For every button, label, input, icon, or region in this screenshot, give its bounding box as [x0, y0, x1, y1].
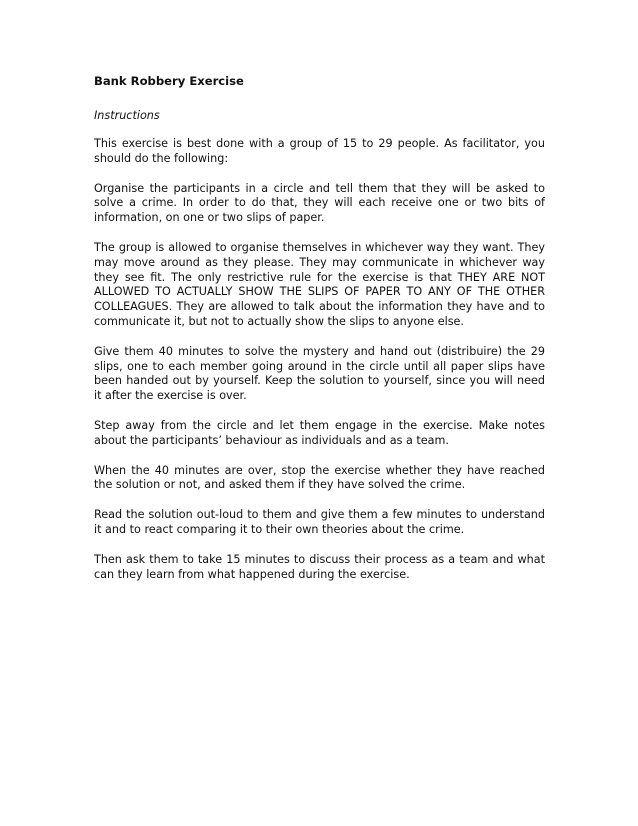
paragraph-read-solution: Read the solution out-loud to them and give them a few minutes to understand it and to react comparing it to their own theories about the crime. [94, 508, 545, 536]
document-subtitle: Instructions [94, 109, 160, 122]
paragraph-observe: Step away from the circle and let them engage in the exercise. Make notes about the participants’ behaviour as individuals and as a team. [94, 418, 545, 447]
document-page [94, 74, 545, 597]
document-title: Bank Robbery Exercise [94, 74, 244, 88]
paragraph-stop: When the 40 minutes are over, stop the exercise whether they have reached the solution or not, and asked them if they have solved the crime. [94, 463, 545, 492]
paragraph-hand-out: Give them 40 minutes to solve the mystery and hand out (distribuire) the 29 slips, one to each member going around in the circle until all paper slips have been handed out by yourself. Keep the solution to yourself, since you will need it after the exercise is over. [94, 344, 545, 403]
paragraph-rules: The group is allowed to organise themselves in whichever way they want. They may move around as they please. They may communicate in whichever way they see fit. The only restrictive rule for the exercise is that THEY ARE NOT ALLOWED TO ACTUALLY SHOW THE SLIPS OF PAPER TO ANY OF THE OTHER COLLEAGUES. They are allowed to talk about the information they have and to communicate it, but not to actually show the slips to anyone else. [94, 240, 545, 328]
paragraph-discuss: Then ask them to take 15 minutes to discuss their process as a team and what can they learn from what happened during the exercise. [94, 552, 545, 581]
paragraph-organise: Organise the participants in a circle and tell them that they will be asked to solve a crime. In order to do that, they will each receive one or two bits of information, on one or two slips of paper. [94, 181, 545, 225]
paragraph-intro: This exercise is best done with a group of 15 to 29 people. As facilitator, you should do the following: [94, 137, 545, 165]
